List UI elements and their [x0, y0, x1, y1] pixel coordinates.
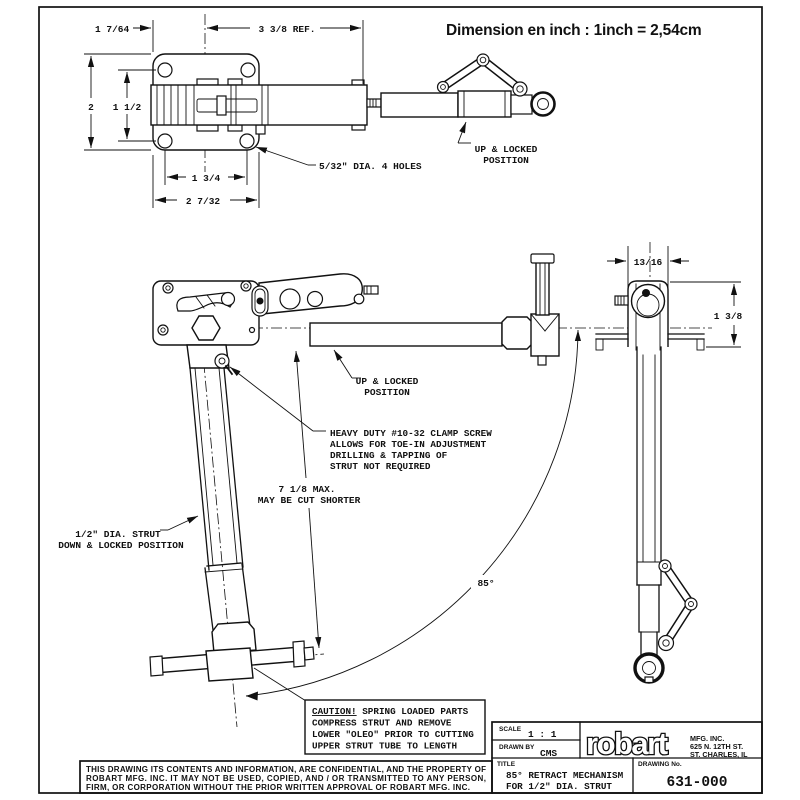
mount-hole	[240, 134, 254, 148]
position-label: POSITION	[364, 387, 410, 398]
strut-front	[637, 347, 661, 657]
mount-hole	[241, 63, 255, 77]
company-address: ST. CHARLES, IL	[690, 750, 748, 759]
clamp-wedge	[531, 314, 559, 356]
scissor-link-top	[438, 54, 528, 96]
dim-width: 13/16	[633, 257, 663, 268]
scale-label: SCALE	[499, 726, 522, 733]
clamp-note: STRUT NOT REQUIRED	[330, 461, 431, 472]
dim-hole-v: 1 1/2	[112, 102, 142, 113]
drawing-no-value: 631-000	[666, 775, 728, 791]
drawing-title: FOR 1/2" DIA. STRUT	[506, 781, 613, 792]
length-note: MAY BE CUT SHORTER	[257, 495, 361, 506]
grease-fitting	[615, 296, 628, 305]
dim-plate: 2 7/32	[185, 196, 221, 207]
side-view	[58, 254, 712, 727]
holes-note: 5/32" DIA. 4 HOLES	[319, 161, 422, 172]
title-label: TITLE	[497, 761, 516, 768]
footer-line: FIRM, OR CORPORATION WITHOUT THE PRIOR WRITTEN APPROVAL OF ROBART MFG. INC.	[86, 783, 470, 792]
top-view	[84, 14, 555, 208]
scissor-link-front	[659, 560, 698, 651]
axle-ring-top	[532, 93, 555, 116]
caution-box	[254, 668, 485, 754]
strut-note: 1/2" DIA. STRUT	[75, 529, 161, 540]
main-strut	[190, 368, 256, 653]
front-view	[596, 242, 743, 683]
robart-logo: robart	[586, 726, 667, 761]
caution-title: CAUTION!	[312, 706, 357, 717]
drawing-no-label: DRAWING No.	[638, 761, 682, 768]
drawn-by-label: DRAWN BY	[499, 744, 535, 751]
pivot-hex	[192, 316, 220, 340]
dim-height: 1 3/8	[713, 311, 743, 322]
clamp-screw	[536, 262, 549, 315]
dim-ref: 3 3/8 REF.	[258, 24, 316, 35]
dim-hole-h: 1 3/4	[191, 173, 221, 184]
company-address: 625 N. 12TH ST.	[690, 742, 744, 751]
clamp-note: HEAVY DUTY #10-32 CLAMP SCREW	[330, 428, 492, 439]
drawn-by-value: CMS	[540, 748, 558, 759]
retract-body-top	[151, 85, 367, 125]
caution-line	[312, 706, 469, 717]
length-note: 7 1/8 MAX.	[278, 484, 336, 495]
dim-offset: 1 7/64	[95, 24, 130, 35]
grease-fitting	[367, 99, 381, 107]
pivot-block-top	[458, 91, 511, 117]
strut-note: DOWN & LOCKED POSITION	[58, 540, 184, 551]
strut-tube-end	[632, 285, 665, 318]
position-label: POSITION	[483, 155, 529, 166]
clamp-collar	[502, 317, 532, 349]
drawing-title: 85° RETRACT MECHANISM	[506, 770, 624, 781]
mount-hole	[158, 134, 172, 148]
strut-tube-top	[381, 93, 458, 117]
angle-label: 85°	[477, 578, 495, 589]
caution-line: LOWER "OLEO" PRIOR TO CUTTING	[312, 729, 474, 740]
footer-line: ROBART MFG. INC. IT MAY NOT BE USED, COPIED, AND / OR TRANSMITTED TO ANY PERSON,	[86, 774, 486, 783]
title-block	[492, 722, 762, 793]
company-address: MFG. INC.	[690, 734, 725, 743]
position-label: UP & LOCKED	[474, 144, 538, 155]
footer-line: THIS DRAWING ITS CONTENTS AND INFORMATION, ARE CONFIDENTIAL, AND THE PROPERTY OF	[86, 765, 486, 774]
mount-hole	[158, 63, 172, 77]
unit-note: Dimension en inch : 1inch = 2,54cm	[446, 22, 702, 39]
caution-text: SPRING LOADED PARTS	[356, 706, 469, 717]
caution-line: UPPER STRUT TUBE TO LENGTH	[312, 740, 458, 752]
dim-height: 2	[88, 102, 94, 113]
strut-tube-side	[310, 323, 502, 346]
position-label: UP & LOCKED	[355, 376, 419, 387]
footer-notice	[80, 761, 492, 793]
axle-clamp	[206, 648, 253, 681]
caution-line: COMPRESS STRUT AND REMOVE	[312, 717, 452, 729]
clamp-note: ALLOWS FOR TOE-IN ADJUSTMENT	[330, 439, 487, 450]
clamp-note: DRILLING & TAPPING OF	[330, 450, 448, 461]
scale-value: 1 : 1	[528, 729, 557, 740]
